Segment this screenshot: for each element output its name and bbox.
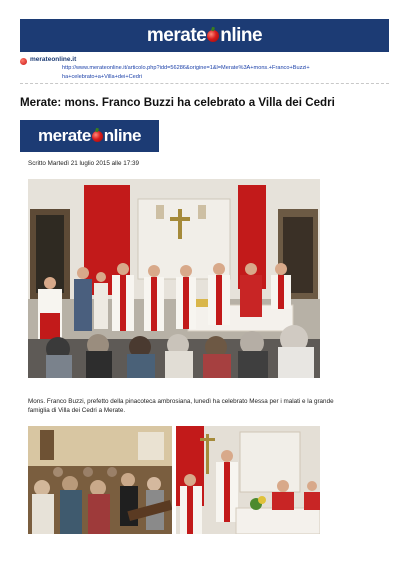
logo-text-after: nline bbox=[103, 126, 141, 145]
source-name[interactable]: merateonline.it bbox=[30, 56, 77, 63]
logo-text-after: nline bbox=[220, 24, 263, 46]
apple-logo-icon bbox=[207, 30, 219, 42]
masthead-logo-banner[interactable] bbox=[20, 19, 389, 52]
article-logo-banner bbox=[20, 120, 159, 152]
main-photo-mass bbox=[28, 179, 320, 378]
photo-caption: Mons. Franco Buzzi, prefetto della pinacoteca ambrosiana, lunedì ha celebrato Messa per i malati e la grande famiglia di Villa dei Cedri a Merate. bbox=[28, 398, 334, 414]
article-byline: Scritto Martedì 21 luglio 2015 alle 17:39 bbox=[28, 160, 139, 167]
logo-text-before: merate bbox=[146, 24, 207, 46]
source-url-link[interactable]: http://www.merateonline.it/articolo.php?idd=56286&origine=1&l=Merate%3A+mons.+Franco+Buzzi+ha+celebrato+a+Villa+dei+Cedri bbox=[62, 65, 310, 80]
photo-congregation bbox=[28, 426, 172, 534]
article-title: Merate: mons. Franco Buzzi ha celebrato a Villa dei Cedri bbox=[20, 96, 335, 109]
photo-altar bbox=[176, 426, 320, 534]
logo-text-before: merate bbox=[38, 126, 91, 145]
apple-logo-icon bbox=[92, 131, 103, 142]
divider bbox=[20, 83, 389, 84]
source-favicon-icon bbox=[20, 58, 27, 65]
